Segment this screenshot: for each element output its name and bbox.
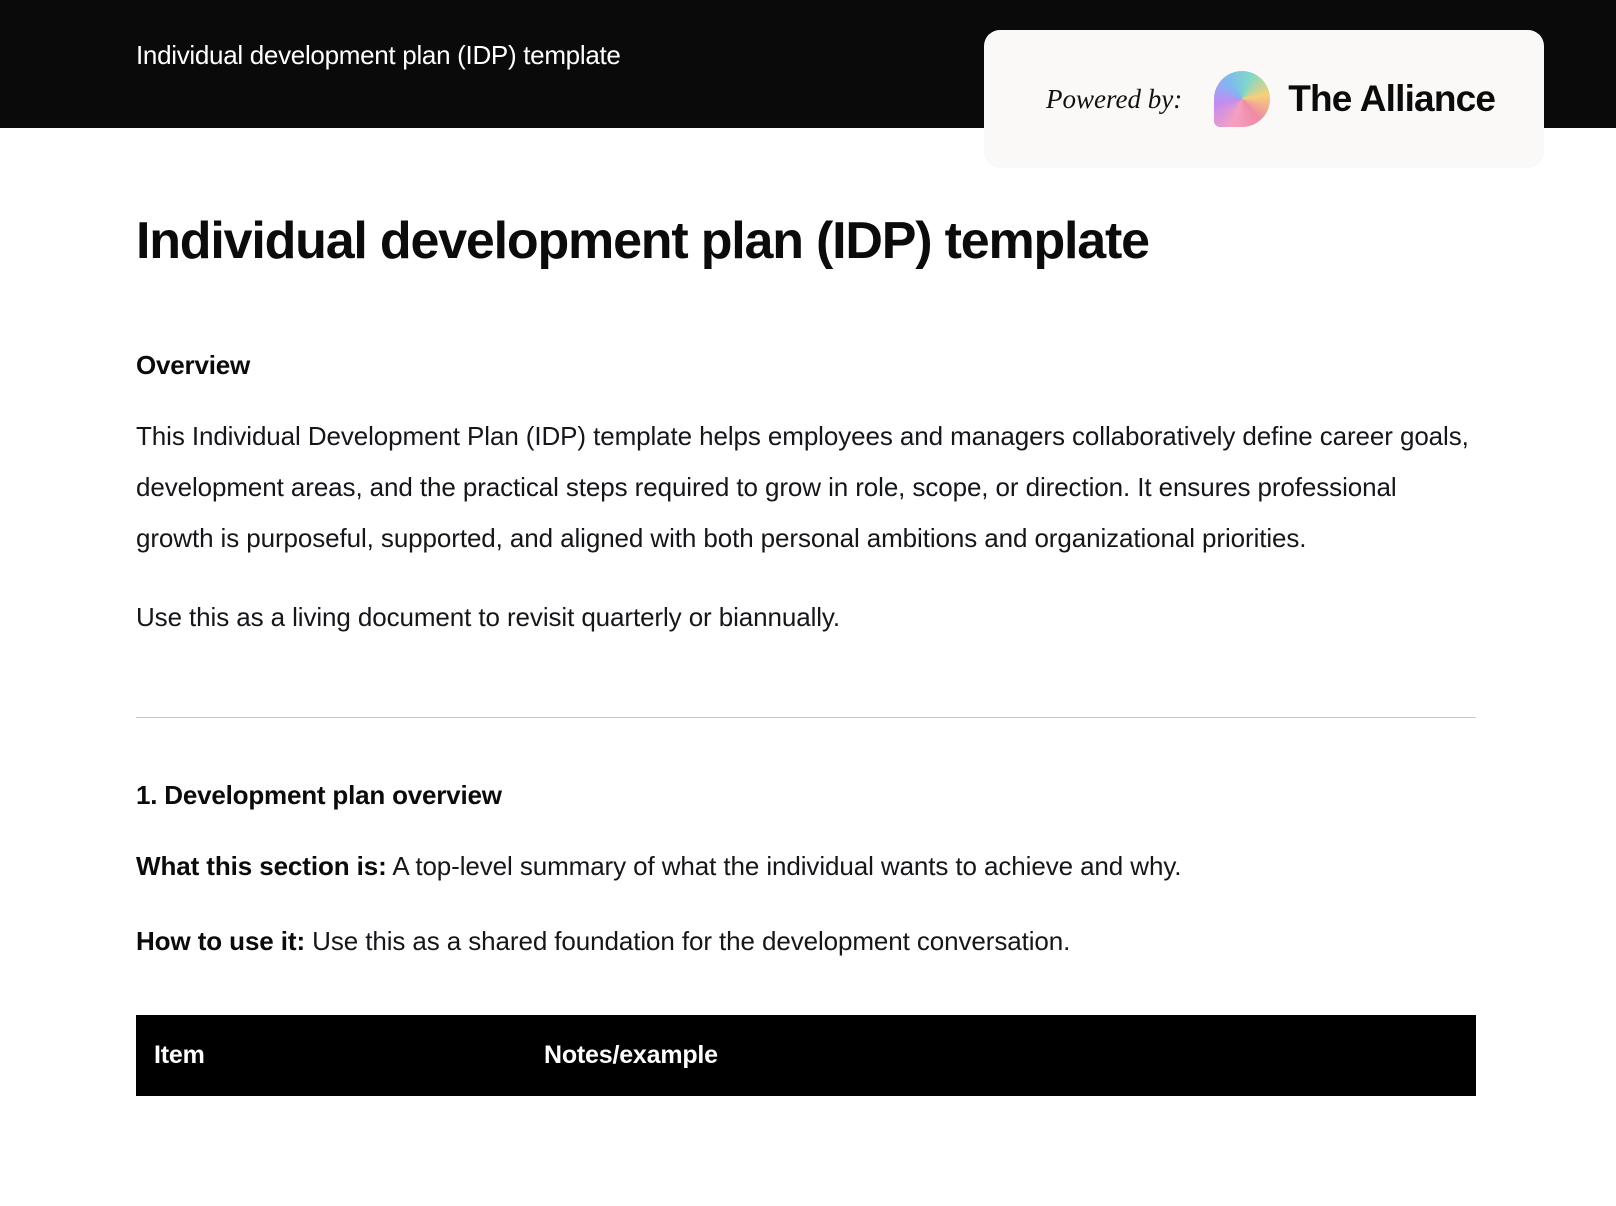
how-to-use-it-text: Use this as a shared foundation for the development conversation. — [305, 925, 1071, 956]
alliance-brand-name: The Alliance — [1288, 78, 1496, 119]
section-1-heading: 1. Development plan overview — [136, 779, 502, 810]
overview-paragraph-2: Use this as a living document to revisit quarterly or biannually. — [136, 601, 841, 632]
table-column-header-notes: Notes/example — [526, 1015, 1476, 1096]
overview-heading: Overview — [136, 349, 251, 380]
page-title: Individual development plan (IDP) template — [136, 212, 1149, 270]
table-header — [136, 1015, 1476, 1096]
what-this-section-is-text: A top-level summary of what the individual wants to achieve and why. — [386, 850, 1182, 881]
alliance-gradient-logo-icon — [1214, 71, 1270, 127]
overview-paragraph-1: This Individual Development Plan (IDP) template helps employees and managers collaboratively define career goals, development areas, and the practical steps required to grow in role, scope, or direction. It ensures professional growth is purposeful, supported, and aligned with both personal ambitions and organizational priorities. — [136, 420, 1469, 553]
how-to-use-it-label: How to use it: — [136, 925, 306, 956]
table-header-row — [136, 1015, 1476, 1096]
section-1-table-wrapper — [136, 1015, 1476, 1096]
section-1-how-line — [136, 886, 1480, 961]
document-body — [0, 128, 1616, 1096]
top-bar-title: Individual development plan (IDP) template — [136, 40, 621, 70]
what-this-section-is-label: What this section is: — [136, 850, 387, 881]
section-1-what-line — [136, 811, 1480, 886]
table-column-header-item: Item — [136, 1015, 526, 1096]
powered-by-label: Powered by: — [1046, 83, 1183, 114]
development-plan-overview-table — [136, 1015, 1476, 1096]
alliance-brand — [1214, 71, 1495, 127]
